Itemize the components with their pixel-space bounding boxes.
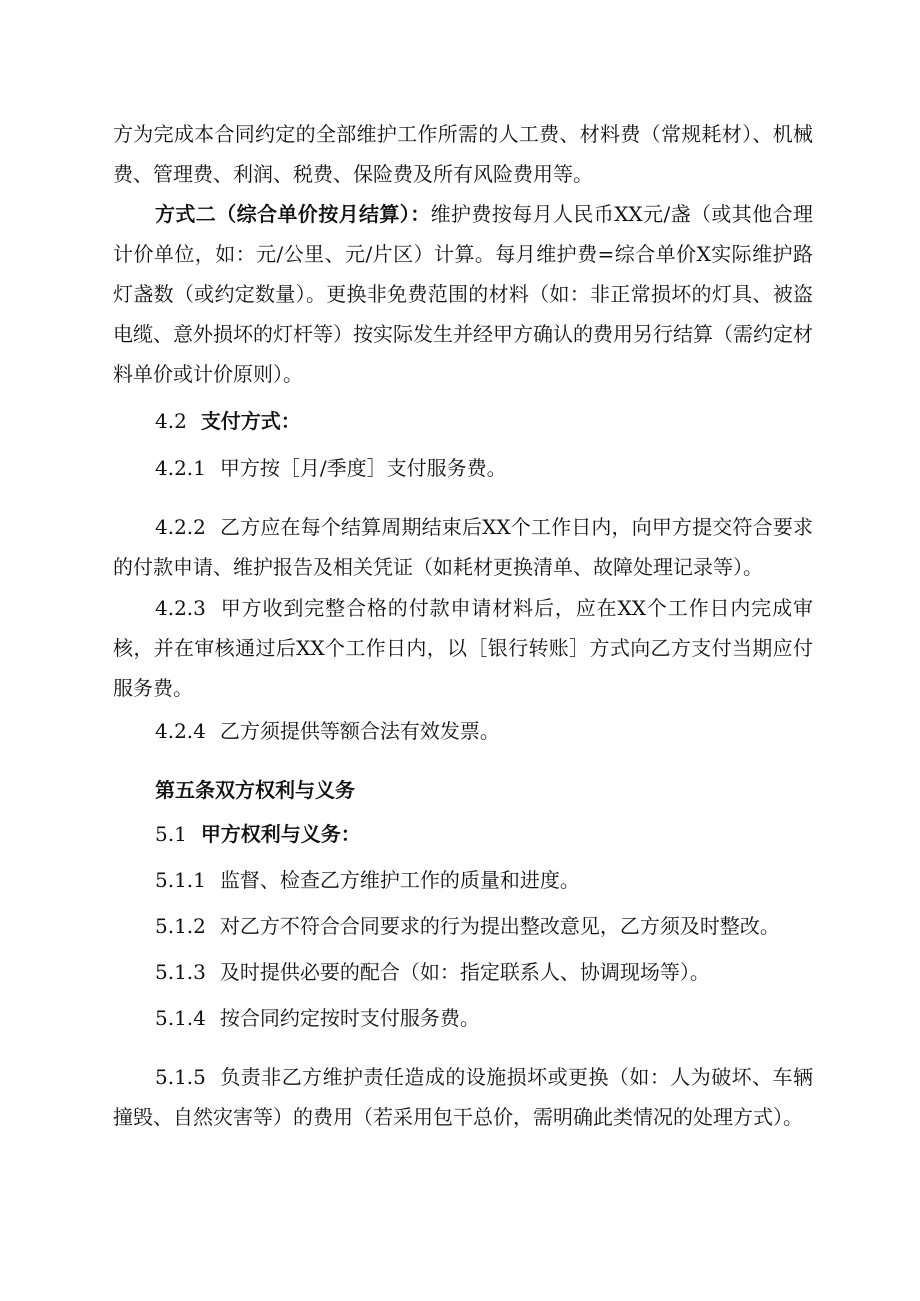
clause-text: 乙方应在每个结算周期结束后XX个工作日内，向甲方提交符合要求的付款申请、维护报告及相关凭证（如耗材更换清单、故障处理记录等）。 [113,515,813,579]
clause-number: 4.2.3 [155,596,206,620]
paragraph-text: 方为完成本合同约定的全部维护工作所需的人工费、材料费（常规耗材）、机械费、管理费、利润、税费、保险费及所有风险费用等。 [113,122,813,186]
clause-text: 负责非乙方维护责任造成的设施损坏或更换（如：人为破坏、车辆撞毁、自然灾害等）的费用（若采用包干总价，需明确此类情况的处理方式）。 [113,1065,813,1129]
clause-text: 按合同约定按时支付服务费。 [219,1006,480,1030]
clause-4-2-2 [113,507,813,587]
paragraph-continuation [113,114,813,194]
clause-4-2-1 [155,454,507,482]
clause-text: 甲方按［月/季度］支付服务费。 [219,456,507,480]
clause-number: 5.1.3 [155,960,206,984]
section-4-2-heading [155,407,301,435]
article-title: 第五条双方权利与义务 [155,778,355,802]
section-number: 4.2 [155,409,187,433]
clause-5-1-3 [155,958,710,986]
clause-number: 5.1.4 [155,1006,206,1030]
clause-number: 5.1.5 [155,1065,206,1089]
section-title: 支付方式： [200,409,301,433]
section-number: 5.1 [155,822,187,846]
clause-5-1-2 [155,912,780,940]
clause-text: 对乙方不符合合同要求的行为提出整改意见，乙方须及时整改。 [219,914,780,938]
section-5-1-heading [155,820,361,848]
paragraph-mode-2 [113,194,813,394]
clause-5-1-1 [155,866,580,894]
clause-number: 5.1.1 [155,868,206,892]
section-title: 甲方权利与义务： [200,822,361,846]
clause-text: 乙方须提供等额合法有效发票。 [219,719,500,743]
clause-text: 甲方收到完整合格的付款申请材料后，应在XX个工作日内完成审核，并在审核通过后XX个工作日内，以［银行转账］方式向乙方支付当期应付服务费。 [113,596,813,700]
clause-number: 4.2.1 [155,456,206,480]
mode-2-label: 方式二（综合单价按月结算）： [155,202,431,226]
clause-5-1-5 [113,1057,813,1137]
clause-number: 5.1.2 [155,914,206,938]
clause-number: 4.2.4 [155,719,206,743]
clause-4-2-3 [113,588,813,708]
clause-text: 监督、检查乙方维护工作的质量和进度。 [219,868,580,892]
clause-number: 4.2.2 [155,515,206,539]
clause-4-2-4 [155,717,500,745]
clause-text: 及时提供必要的配合（如：指定联系人、协调现场等）。 [219,960,710,984]
clause-5-1-4 [155,1004,480,1032]
article-5-heading [155,776,355,804]
mode-2-text: 维护费按每月人民币XX元/盏（或其他合理计价单位，如：元/公里、元/片区）计算。每月维护费=综合单价X实际维护路灯盏数（或约定数量）。更换非免费范围的材料（如：非正常损坏的灯具、被盗电缆、意外损坏的灯杆等）按实际发生并经甲方确认的费用另行结算（需约定材料单价或计价原则）。 [113,202,813,386]
